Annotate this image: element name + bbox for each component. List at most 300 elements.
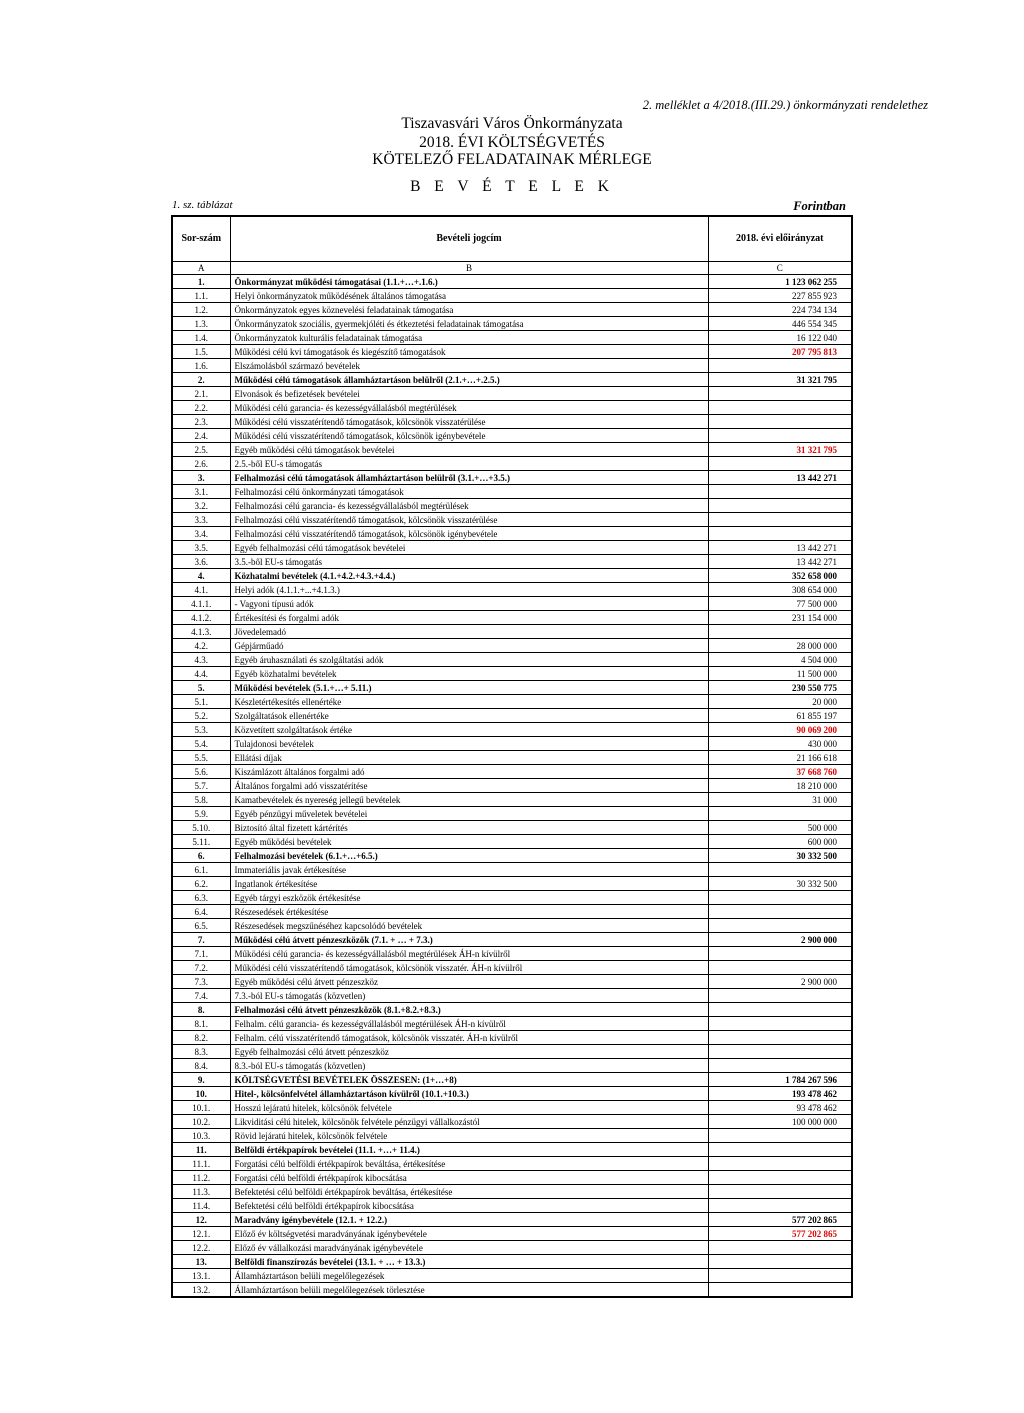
row-title: Egyéb felhalmozási célú átvett pénzeszköz <box>230 1045 708 1059</box>
row-title: Államháztartáson belüli megelőlegezések <box>230 1269 708 1283</box>
table-row <box>172 513 852 527</box>
row-amount: 20 000 <box>708 695 852 709</box>
row-amount: 28 000 000 <box>708 639 852 653</box>
table-row <box>172 401 852 415</box>
row-serial: 5.8. <box>172 793 230 807</box>
row-amount: 13 442 271 <box>708 541 852 555</box>
table-row <box>172 1269 852 1283</box>
row-amount: 77 500 000 <box>708 597 852 611</box>
row-amount <box>708 415 852 429</box>
row-title: Közvetített szolgáltatások értéke <box>230 723 708 737</box>
row-title: Felhalmozási célú átvett pénzeszközök (8.1.+8.2.+8.3.) <box>230 1003 708 1017</box>
table-row <box>172 527 852 541</box>
column-letter: B <box>230 262 708 275</box>
column-letter: C <box>708 262 852 275</box>
row-title: Elvonások és befizetések bevételei <box>230 387 708 401</box>
row-serial: 9. <box>172 1073 230 1087</box>
row-serial: 7.2. <box>172 961 230 975</box>
row-amount <box>708 807 852 821</box>
row-serial: 6.1. <box>172 863 230 877</box>
row-serial: 5.6. <box>172 765 230 779</box>
row-title: Felhalmozási célú támogatások államháztartáson belülről (3.1.+…+3.5.) <box>230 471 708 485</box>
row-amount: 207 795 813 <box>708 345 852 359</box>
row-title: Szolgáltatások ellenértéke <box>230 709 708 723</box>
row-amount: 93 478 462 <box>708 1101 852 1115</box>
row-amount: 193 478 462 <box>708 1087 852 1101</box>
row-title: Működési célú támogatások államháztartáson belülről (2.1.+…+.2.5.) <box>230 373 708 387</box>
row-title: Előző év költségvetési maradványának igénybevétele <box>230 1227 708 1241</box>
row-title: Forgatási célú belföldi értékpapírok beváltása, értékesítése <box>230 1157 708 1171</box>
table-row <box>172 443 852 457</box>
row-serial: 4. <box>172 569 230 583</box>
row-title: Rövid lejáratú hitelek, kölcsönök felvétele <box>230 1129 708 1143</box>
row-title: Részesedések megszűnéséhez kapcsolódó bevételek <box>230 919 708 933</box>
table-row <box>172 303 852 317</box>
table-row <box>172 975 852 989</box>
row-title: Jövedelemadó <box>230 625 708 639</box>
table-row <box>172 331 852 345</box>
row-amount <box>708 1269 852 1283</box>
row-title: Befektetési célú belföldi értékpapírok beváltása, értékesítése <box>230 1185 708 1199</box>
row-amount: 577 202 865 <box>708 1213 852 1227</box>
row-serial: 6. <box>172 849 230 863</box>
row-title: Felhalmozási célú visszatérítendő támogatások, kölcsönök visszatérülése <box>230 513 708 527</box>
row-amount: 2 900 000 <box>708 933 852 947</box>
row-serial: 13.1. <box>172 1269 230 1283</box>
table-row <box>172 569 852 583</box>
row-serial: 11.2. <box>172 1171 230 1185</box>
row-title: Egyéb felhalmozási célú támogatások bevételei <box>230 541 708 555</box>
row-title: Likviditási célú hitelek, kölcsönök felvétele pénzügyi vállalkozástól <box>230 1115 708 1129</box>
row-title: Egyéb pénzügyi műveletek bevételei <box>230 807 708 821</box>
row-title: Felhalmozási bevételek (6.1.+…+6.5.) <box>230 849 708 863</box>
header-amount: 2018. évi előirányzat <box>708 216 852 262</box>
row-amount <box>708 1059 852 1073</box>
row-amount <box>708 457 852 471</box>
row-amount <box>708 1157 852 1171</box>
row-title: Egyéb működési bevételek <box>230 835 708 849</box>
row-serial: 12. <box>172 1213 230 1227</box>
row-title: Felhalmozási célú garancia- és kezességvállalásból megtérülések <box>230 499 708 513</box>
row-title: Kiszámlázott általános forgalmi adó <box>230 765 708 779</box>
table-row <box>172 807 852 821</box>
table-row <box>172 919 852 933</box>
row-title: Felhalm. célú garancia- és kezességvállalásból megtérülések ÁH-n kívülről <box>230 1017 708 1031</box>
row-title: Elszámolásból származó bevételek <box>230 359 708 373</box>
header-title: Bevételi jogcím <box>230 216 708 262</box>
table-row <box>172 1241 852 1255</box>
table-row <box>172 653 852 667</box>
row-title: Immateriális javak értékesítése <box>230 863 708 877</box>
table-row <box>172 835 852 849</box>
row-amount <box>708 1255 852 1269</box>
table-row <box>172 793 852 807</box>
row-title: Egyéb áruhasználati és szolgáltatási adók <box>230 653 708 667</box>
balance-title: KÖTELEZŐ FELADATAINAK MÉRLEGE <box>372 151 652 168</box>
row-amount: 2 900 000 <box>708 975 852 989</box>
table-row <box>172 1199 852 1213</box>
row-serial: 8.2. <box>172 1031 230 1045</box>
row-amount: 31 000 <box>708 793 852 807</box>
table-row <box>172 751 852 765</box>
table-row <box>172 289 852 303</box>
row-serial: 5.11. <box>172 835 230 849</box>
row-serial: 8. <box>172 1003 230 1017</box>
table-row <box>172 359 852 373</box>
row-title: Önkormányzat működési támogatásai (1.1.+…+.1.6.) <box>230 275 708 289</box>
table-row <box>172 485 852 499</box>
row-amount: 430 000 <box>708 737 852 751</box>
row-serial: 5.1. <box>172 695 230 709</box>
row-amount: 308 654 000 <box>708 583 852 597</box>
table-row <box>172 989 852 1003</box>
row-serial: 4.1.3. <box>172 625 230 639</box>
row-serial: 11.3. <box>172 1185 230 1199</box>
row-title: Kamatbevételek és nyereség jellegű bevételek <box>230 793 708 807</box>
row-title: Működési célú visszatérítendő támogatások, kölcsönök visszatér. ÁH-n kívülről <box>230 961 708 975</box>
table-row <box>172 583 852 597</box>
row-serial: 1.3. <box>172 317 230 331</box>
row-title: Maradvány igénybevétele (12.1. + 12.2.) <box>230 1213 708 1227</box>
row-serial: 7.3. <box>172 975 230 989</box>
row-title: Önkormányzatok szociális, gyermekjóléti és étkeztetési feladatainak támogatása <box>230 317 708 331</box>
row-amount: 227 855 923 <box>708 289 852 303</box>
table-row <box>172 1283 852 1298</box>
row-serial: 10.2. <box>172 1115 230 1129</box>
table-row <box>172 345 852 359</box>
row-title: Működési célú visszatérítendő támogatások, kölcsönök visszatérülése <box>230 415 708 429</box>
row-serial: 6.3. <box>172 891 230 905</box>
row-title: Önkormányzatok kulturális feladatainak támogatása <box>230 331 708 345</box>
row-serial: 5.4. <box>172 737 230 751</box>
row-serial: 3.6. <box>172 555 230 569</box>
table-row <box>172 947 852 961</box>
table-number: 1. sz. táblázat <box>172 199 233 211</box>
row-serial: 12.2. <box>172 1241 230 1255</box>
table-row <box>172 1045 852 1059</box>
column-letter-row <box>172 262 852 275</box>
row-serial: 7.1. <box>172 947 230 961</box>
row-title: Önkormányzatok egyes köznevelési feladatainak támogatása <box>230 303 708 317</box>
row-amount <box>708 1129 852 1143</box>
currency-unit: Forintban <box>793 199 846 213</box>
row-serial: 2.1. <box>172 387 230 401</box>
table-row <box>172 863 852 877</box>
table-row <box>172 415 852 429</box>
row-amount: 31 321 795 <box>708 443 852 457</box>
row-title: Egyéb működési célú átvett pénzeszköz <box>230 975 708 989</box>
row-serial: 1.5. <box>172 345 230 359</box>
row-amount <box>708 961 852 975</box>
table-row <box>172 387 852 401</box>
table-row <box>172 471 852 485</box>
row-amount <box>708 919 852 933</box>
table-row <box>172 1073 852 1087</box>
row-amount <box>708 1171 852 1185</box>
header-serial: Sor-szám <box>172 216 230 262</box>
row-serial: 5.10. <box>172 821 230 835</box>
table-row <box>172 667 852 681</box>
budget-title: 2018. ÉVI KÖLTSÉGVETÉS <box>419 134 605 151</box>
row-serial: 1.4. <box>172 331 230 345</box>
table-row <box>172 1157 852 1171</box>
row-serial: 11. <box>172 1143 230 1157</box>
row-title: Előző év vállalkozási maradványának igénybevétele <box>230 1241 708 1255</box>
table-row <box>172 1185 852 1199</box>
row-serial: 2.5. <box>172 443 230 457</box>
row-serial: 6.5. <box>172 919 230 933</box>
table-row <box>172 1087 852 1101</box>
row-serial: 5.9. <box>172 807 230 821</box>
row-serial: 5.3. <box>172 723 230 737</box>
row-title: Biztosító által fizetett kártérítés <box>230 821 708 835</box>
table-row <box>172 457 852 471</box>
row-serial: 3.3. <box>172 513 230 527</box>
table-row <box>172 597 852 611</box>
table-row <box>172 1143 852 1157</box>
row-amount: 37 668 760 <box>708 765 852 779</box>
row-serial: 10.3. <box>172 1129 230 1143</box>
row-amount <box>708 625 852 639</box>
row-serial: 3.4. <box>172 527 230 541</box>
row-amount: 18 210 000 <box>708 779 852 793</box>
table-row <box>172 1171 852 1185</box>
table-row <box>172 555 852 569</box>
row-amount: 16 122 040 <box>708 331 852 345</box>
row-title: Helyi önkormányzatok működésének általános támogatása <box>230 289 708 303</box>
row-amount <box>708 863 852 877</box>
row-serial: 2.4. <box>172 429 230 443</box>
row-serial: 1.6. <box>172 359 230 373</box>
row-serial: 12.1. <box>172 1227 230 1241</box>
table-row <box>172 1059 852 1073</box>
row-amount <box>708 891 852 905</box>
section-title: B E V É T E L E K <box>410 178 614 195</box>
row-amount <box>708 359 852 373</box>
row-serial: 13. <box>172 1255 230 1269</box>
table-row <box>172 1213 852 1227</box>
row-serial: 1. <box>172 275 230 289</box>
table-row <box>172 373 852 387</box>
table-row <box>172 275 852 289</box>
row-title: 7.3.-ból EU-s támogatás (közvetlen) <box>230 989 708 1003</box>
row-serial: 5.5. <box>172 751 230 765</box>
annex-reference: 2. melléklet a 4/2018.(III.29.) önkormányzati rendelethez <box>642 98 928 112</box>
row-title: Készletértékesítés ellenértéke <box>230 695 708 709</box>
table-row <box>172 723 852 737</box>
row-title: Egyéb tárgyi eszközök értékesítése <box>230 891 708 905</box>
table-row <box>172 317 852 331</box>
row-title: Felhalmozási célú visszatérítendő támogatások, kölcsönök igénybevétele <box>230 527 708 541</box>
table-row <box>172 849 852 863</box>
row-amount: 1 123 062 255 <box>708 275 852 289</box>
row-amount: 61 855 197 <box>708 709 852 723</box>
row-title: Közhatalmi bevételek (4.1.+4.2.+4.3.+4.4.) <box>230 569 708 583</box>
row-serial: 4.1.2. <box>172 611 230 625</box>
row-amount: 100 000 000 <box>708 1115 852 1129</box>
row-title: Felhalmozási célú önkormányzati támogatások <box>230 485 708 499</box>
table-row <box>172 681 852 695</box>
row-serial: 5. <box>172 681 230 695</box>
row-serial: 2. <box>172 373 230 387</box>
row-amount <box>708 989 852 1003</box>
row-amount: 230 550 775 <box>708 681 852 695</box>
row-amount <box>708 1003 852 1017</box>
column-letter: A <box>172 262 230 275</box>
row-amount <box>708 905 852 919</box>
table-row <box>172 933 852 947</box>
row-title: Felhalm. célú visszatérítendő támogatások, kölcsönök visszatér. ÁH-n kívülről <box>230 1031 708 1045</box>
row-title: Működési célú garancia- és kezességvállalásból megtérülések ÁH-n kívülről <box>230 947 708 961</box>
municipality-title: Tiszavasvári Város Önkormányzata <box>401 115 623 132</box>
row-title: Forgatási célú belföldi értékpapírok kibocsátása <box>230 1171 708 1185</box>
row-serial: 10. <box>172 1087 230 1101</box>
row-amount: 30 332 500 <box>708 849 852 863</box>
row-serial: 13.2. <box>172 1283 230 1298</box>
row-amount <box>708 387 852 401</box>
table-row <box>172 611 852 625</box>
row-title: Gépjárműadó <box>230 639 708 653</box>
table-row <box>172 1129 852 1143</box>
row-title: Működési célú átvett pénzeszközök (7.1. + … + 7.3.) <box>230 933 708 947</box>
row-serial: 3.2. <box>172 499 230 513</box>
row-serial: 11.1. <box>172 1157 230 1171</box>
row-amount <box>708 429 852 443</box>
row-title: Tulajdonosi bevételek <box>230 737 708 751</box>
row-title: Hitel-, kölcsönfelvétel államháztartáson kívülről (10.1.+10.3.) <box>230 1087 708 1101</box>
row-serial: 3.5. <box>172 541 230 555</box>
row-serial: 5.7. <box>172 779 230 793</box>
row-amount: 1 784 267 596 <box>708 1073 852 1087</box>
table-row <box>172 1115 852 1129</box>
row-amount <box>708 1185 852 1199</box>
table-row <box>172 779 852 793</box>
row-amount <box>708 1241 852 1255</box>
row-amount <box>708 485 852 499</box>
table-row <box>172 877 852 891</box>
row-title: Általános forgalmi adó visszatérítése <box>230 779 708 793</box>
table-header-row <box>172 216 852 262</box>
row-title: 2.5.-ből EU-s támogatás <box>230 457 708 471</box>
row-serial: 7.4. <box>172 989 230 1003</box>
row-title: Egyéb működési célú támogatások bevételei <box>230 443 708 457</box>
row-amount <box>708 1017 852 1031</box>
row-serial: 8.1. <box>172 1017 230 1031</box>
row-amount: 446 554 345 <box>708 317 852 331</box>
row-title: Egyéb közhatalmi bevételek <box>230 667 708 681</box>
row-serial: 4.3. <box>172 653 230 667</box>
row-title: Ingatlanok értékesítése <box>230 877 708 891</box>
row-serial: 11.4. <box>172 1199 230 1213</box>
row-serial: 3.1. <box>172 485 230 499</box>
row-serial: 3. <box>172 471 230 485</box>
row-amount: 21 166 618 <box>708 751 852 765</box>
row-amount: 13 442 271 <box>708 555 852 569</box>
row-amount <box>708 499 852 513</box>
row-title: 3.5.-ből EU-s támogatás <box>230 555 708 569</box>
table-row <box>172 765 852 779</box>
row-amount <box>708 1045 852 1059</box>
row-title: - Vagyoni típusú adók <box>230 597 708 611</box>
row-amount: 600 000 <box>708 835 852 849</box>
row-serial: 5.2. <box>172 709 230 723</box>
table-row <box>172 737 852 751</box>
table-row <box>172 1031 852 1045</box>
row-amount: 4 504 000 <box>708 653 852 667</box>
row-title: Ellátási díjak <box>230 751 708 765</box>
table-row <box>172 1255 852 1269</box>
row-serial: 8.4. <box>172 1059 230 1073</box>
row-title: Működési célú garancia- és kezességvállalásból megtérülések <box>230 401 708 415</box>
row-title: Befektetési célú belföldi értékpapírok kibocsátása <box>230 1199 708 1213</box>
table-row <box>172 905 852 919</box>
table-row <box>172 961 852 975</box>
row-amount <box>708 1143 852 1157</box>
table-row <box>172 695 852 709</box>
row-serial: 4.1.1. <box>172 597 230 611</box>
row-serial: 2.6. <box>172 457 230 471</box>
table-row <box>172 1017 852 1031</box>
table-row <box>172 821 852 835</box>
row-amount: 11 500 000 <box>708 667 852 681</box>
row-serial: 6.4. <box>172 905 230 919</box>
row-serial: 1.1. <box>172 289 230 303</box>
row-serial: 8.3. <box>172 1045 230 1059</box>
row-title: 8.3.-ból EU-s támogatás (közvetlen) <box>230 1059 708 1073</box>
row-serial: 2.2. <box>172 401 230 415</box>
row-amount <box>708 527 852 541</box>
row-serial: 1.2. <box>172 303 230 317</box>
row-serial: 2.3. <box>172 415 230 429</box>
row-title: Belföldi finanszírozás bevételei (13.1. + … + 13.3.) <box>230 1255 708 1269</box>
table-row <box>172 625 852 639</box>
table-row <box>172 429 852 443</box>
row-amount: 90 069 200 <box>708 723 852 737</box>
row-amount: 500 000 <box>708 821 852 835</box>
row-serial: 4.1. <box>172 583 230 597</box>
row-title: Működési bevételek (5.1.+…+ 5.11.) <box>230 681 708 695</box>
row-amount: 30 332 500 <box>708 877 852 891</box>
row-title: Működési célú visszatérítendő támogatások, kölcsönök igénybevétele <box>230 429 708 443</box>
row-amount <box>708 947 852 961</box>
row-title: Működési célú kvi támogatások és kiegészítő támogatások <box>230 345 708 359</box>
row-amount <box>708 1199 852 1213</box>
row-title: Államháztartáson belüli megelőlegezések törlesztése <box>230 1283 708 1298</box>
table-row <box>172 1101 852 1115</box>
table-row <box>172 709 852 723</box>
row-amount <box>708 1031 852 1045</box>
row-serial: 6.2. <box>172 877 230 891</box>
revenue-table <box>171 215 853 1298</box>
row-serial: 4.2. <box>172 639 230 653</box>
row-amount: 231 154 000 <box>708 611 852 625</box>
row-title: KÖLTSÉGVETÉSI BEVÉTELEK ÖSSZESEN: (1+…+8) <box>230 1073 708 1087</box>
row-title: Helyi adók (4.1.1.+...+4.1.3.) <box>230 583 708 597</box>
row-amount: 224 734 134 <box>708 303 852 317</box>
table-row <box>172 1227 852 1241</box>
row-amount <box>708 401 852 415</box>
table-row <box>172 639 852 653</box>
table-row <box>172 499 852 513</box>
row-title: Értékesítési és forgalmi adók <box>230 611 708 625</box>
row-title: Részesedések értékesítése <box>230 905 708 919</box>
row-serial: 7. <box>172 933 230 947</box>
table-row <box>172 541 852 555</box>
row-serial: 4.4. <box>172 667 230 681</box>
row-amount: 352 658 000 <box>708 569 852 583</box>
row-amount: 13 442 271 <box>708 471 852 485</box>
row-title: Hosszú lejáratú hitelek, kölcsönök felvétele <box>230 1101 708 1115</box>
